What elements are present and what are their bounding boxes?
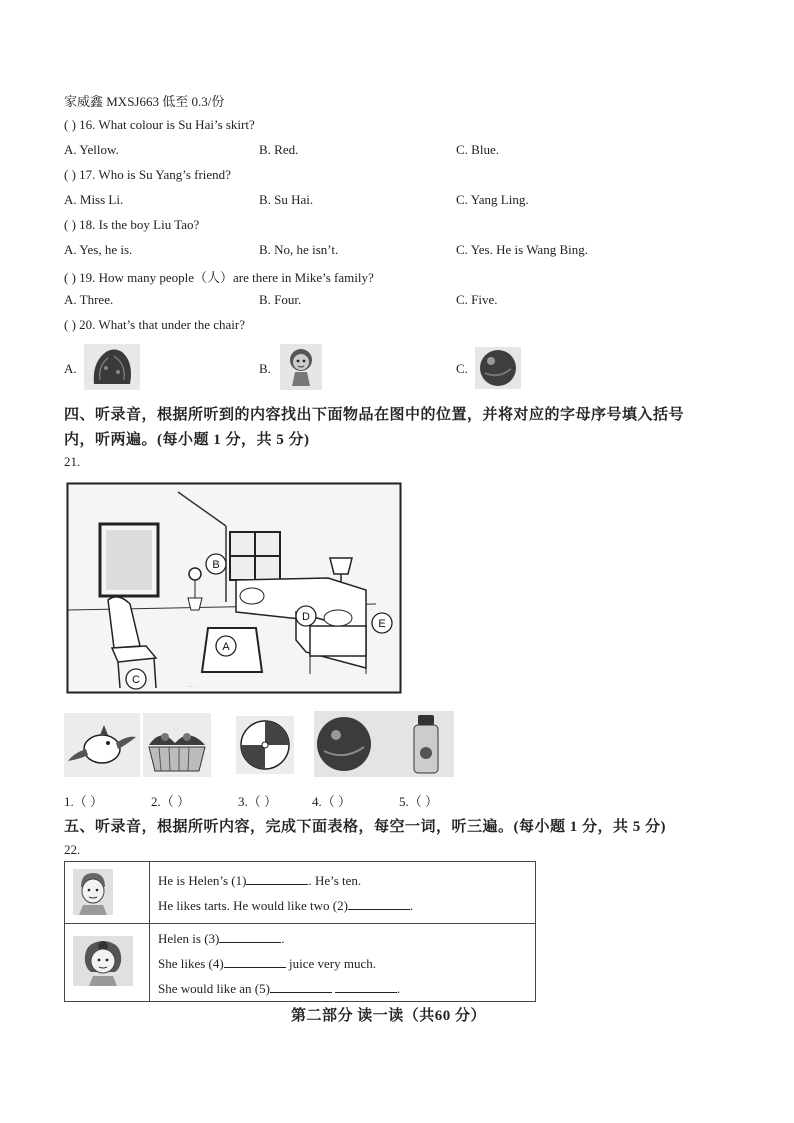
line2-text-after: . <box>409 898 414 913</box>
question-18: ( ) 18. Is the boy Liu Tao? <box>64 217 200 232</box>
part2-title: 第二部分 读一读（共60 分） <box>291 1008 487 1024</box>
q17-option-b: B. Su Hai. <box>259 192 314 207</box>
line1-text-after: . He’s ten. <box>308 873 362 888</box>
line2-text-before: He likes tarts. He would like two (2) <box>158 898 348 913</box>
table-row-helen <box>65 924 536 1002</box>
q16-option-a: A. Yellow. <box>64 142 119 157</box>
q18-option-b: B. No, he isn’t. <box>259 242 339 257</box>
scene-label-c: C <box>132 674 140 686</box>
blank-line-1 <box>150 868 535 893</box>
q20-option-a: A. <box>64 361 77 376</box>
answer-blank-5[interactable]: 5.（ ） <box>399 794 439 809</box>
q20-image-c-ball <box>475 347 521 389</box>
blank-line-2 <box>150 893 535 918</box>
svg-text:· · ·: · · · <box>188 684 196 690</box>
table-row-boy <box>65 862 536 924</box>
helen-portrait-image <box>73 936 133 986</box>
answer-blank-3[interactable]: 3.（ ） <box>238 794 278 809</box>
scene-label-d: D <box>302 611 310 623</box>
item-beach-ball-image <box>236 716 294 774</box>
question-21-number: 21. <box>64 454 81 469</box>
answer-blank-1[interactable]: 1.（ ） <box>64 794 104 809</box>
blank-1-field[interactable] <box>246 872 308 885</box>
blank-line-4 <box>150 951 535 976</box>
helen-text-cell <box>150 924 536 1002</box>
item-cakes-image <box>143 713 211 777</box>
section4-heading-line2: 内，听两遍。(每小题 1 分，共 5 分) <box>64 432 310 448</box>
question-22-table <box>64 861 536 1002</box>
question-20: ( ) 20. What’s that under the chair? <box>64 317 245 332</box>
question-22-number: 22. <box>64 842 81 857</box>
line4-text-before: She likes (4) <box>158 956 224 971</box>
line5-text-before: She would like an (5) <box>158 981 270 996</box>
section4-heading-line1: 四、听录音，根据所听到的内容找出下面物品在图中的位置，并将对应的字母序号填入括号 <box>64 407 685 423</box>
scene-label-b: B <box>212 559 220 571</box>
question-16: ( ) 16. What colour is Su Hai’s skirt? <box>64 117 255 132</box>
q19-option-b: B. Four. <box>259 292 302 307</box>
boy-text-cell <box>150 862 536 924</box>
q17-option-a: A. Miss Li. <box>64 192 124 207</box>
blank-2-field[interactable] <box>348 897 410 910</box>
q20-image-b-doll <box>280 344 322 390</box>
boy-portrait-image <box>73 869 113 915</box>
helen-portrait-cell <box>65 924 150 1002</box>
q20-option-c: C. <box>456 361 468 376</box>
header-text: 家威鑫 MXSJ663 低至 0.3/份 <box>64 94 225 109</box>
q20-option-b: B. <box>259 361 271 376</box>
blank-line-3 <box>150 926 535 951</box>
q16-option-b: B. Red. <box>259 142 299 157</box>
section5-heading: 五、听录音，根据所听内容，完成下面表格，每空一词，听三遍。(每小题 1 分，共 5 分) <box>64 819 666 835</box>
blank-line-5 <box>150 976 535 1001</box>
item-bird-image <box>64 713 140 777</box>
answer-blank-2[interactable]: 2.（ ） <box>151 794 191 809</box>
line5-text-after: . <box>396 981 401 996</box>
blank-5b-field[interactable] <box>335 980 397 993</box>
q20-image-a-hat <box>84 344 140 390</box>
q18-option-a: A. Yes, he is. <box>64 242 133 257</box>
line3-text-after: . <box>281 931 285 946</box>
line4-text-after: juice very much. <box>285 956 376 971</box>
boy-portrait-cell <box>65 862 150 924</box>
blank-3-field[interactable] <box>219 930 281 943</box>
room-scene-image <box>66 482 402 694</box>
line1-text-before: He is Helen’s (1) <box>158 873 247 888</box>
answer-blank-4[interactable]: 4.（ ） <box>312 794 352 809</box>
q19-option-a: A. Three. <box>64 292 114 307</box>
line3-text-before: Helen is (3) <box>158 931 220 946</box>
q19-option-c: C. Five. <box>456 292 498 307</box>
question-19: ( ) 19. How many people（人）are there in Mike’s family? <box>64 270 374 285</box>
question-17: ( ) 17. Who is Su Yang’s friend? <box>64 167 231 182</box>
item-ball-and-bottle-image <box>314 711 454 777</box>
scene-label-e: E <box>378 618 386 630</box>
q16-option-c: C. Blue. <box>456 142 499 157</box>
blank-4-field[interactable] <box>224 955 286 968</box>
q18-option-c: C. Yes. He is Wang Bing. <box>456 242 588 257</box>
blank-5a-field[interactable] <box>270 980 332 993</box>
q17-option-c: C. Yang Ling. <box>456 192 529 207</box>
scene-label-a: A <box>222 641 230 653</box>
